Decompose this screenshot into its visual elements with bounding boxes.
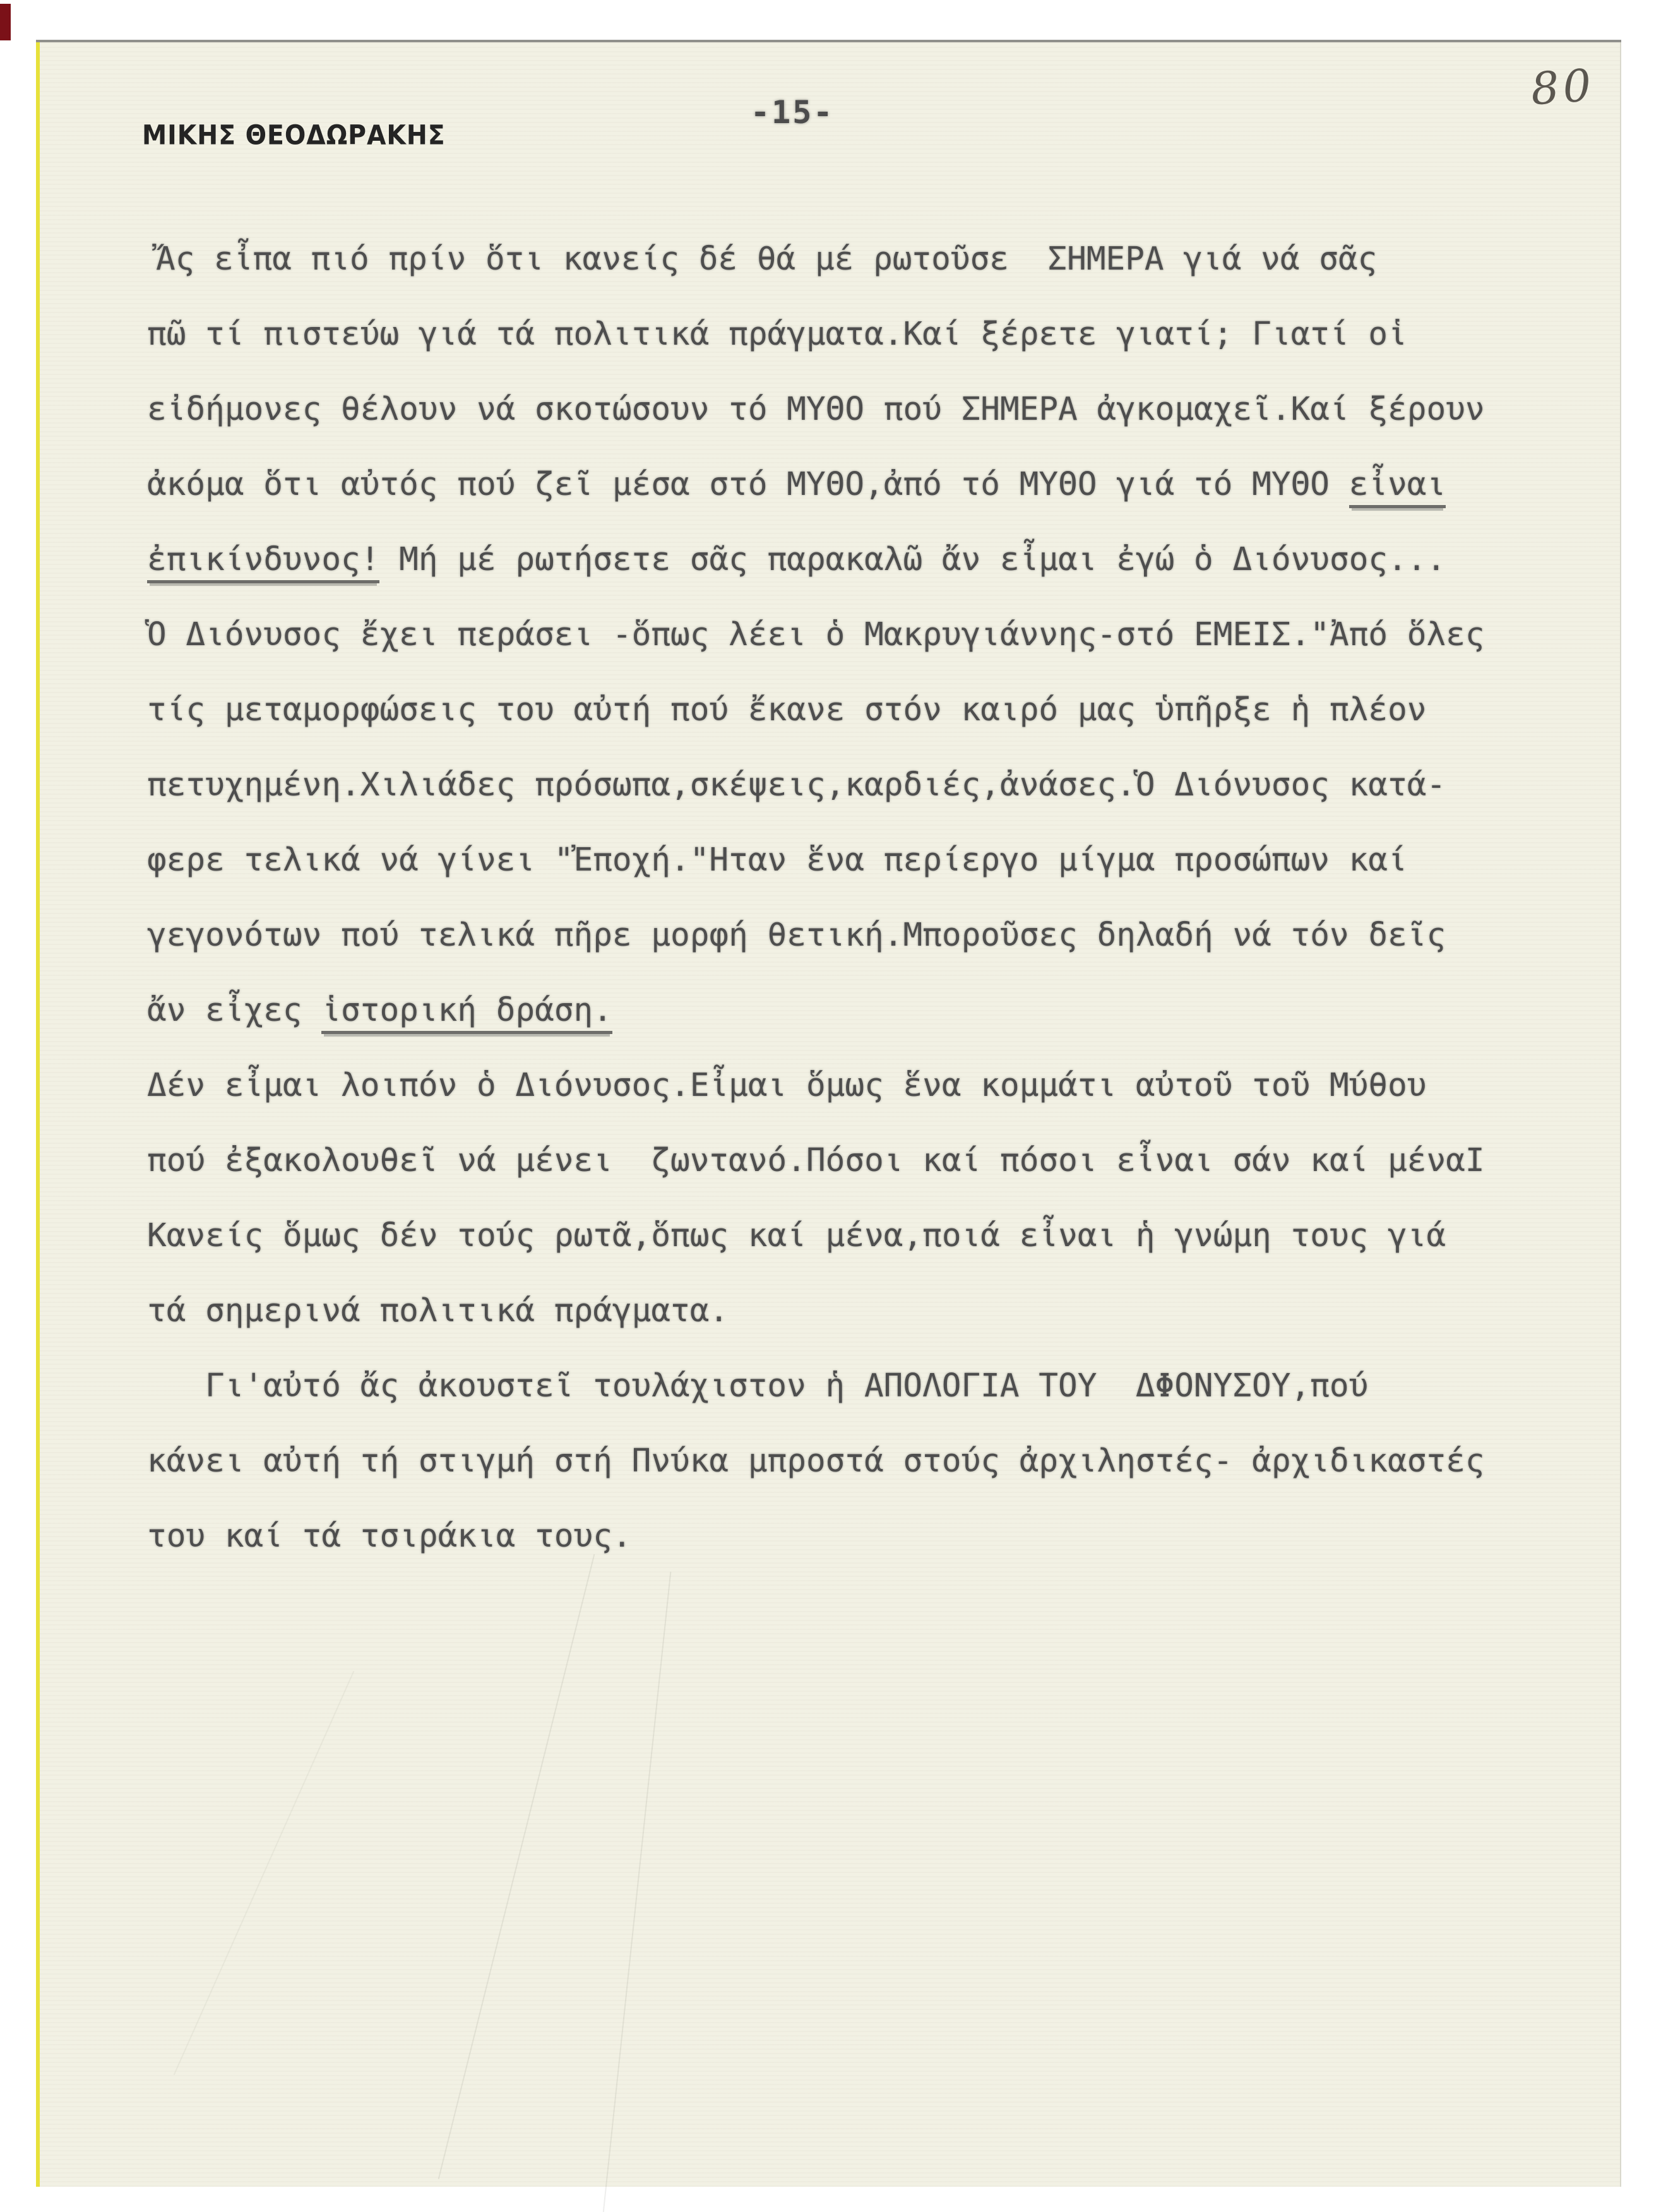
text-line — [147, 1292, 1574, 1367]
text-line — [147, 1142, 1574, 1217]
paper-crease — [174, 1671, 355, 2075]
text-line — [147, 616, 1574, 691]
paper-crease — [438, 1554, 595, 2179]
paper-crease — [602, 1572, 672, 2212]
text-line — [147, 1067, 1574, 1142]
text-segment: κάνει αὐτή τή στιγμή στή Πνύκα μπροστά στούς ἀρχιληστές- ἀρχιδικαστές — [147, 1442, 1485, 1480]
text-segment: Γι'αὐτό ἄς ἀκουστεῖ τουλάχιστον ἡ ΑΠΟΛΟΓΙΑ ΤΟΥ ΔΦΟΝΥΣΟΥ,πού — [205, 1367, 1369, 1405]
text-line — [147, 241, 1574, 316]
text-segment: Δέν εἶμαι λοιπόν ὁ Διόνυσος.Εἶμαι ὅμως ἕνα κομμάτι αὐτοῦ τοῦ Μύθου — [147, 1067, 1427, 1104]
typed-page-number: -15- — [751, 94, 835, 131]
text-line — [147, 316, 1574, 391]
text-segment: φερε τελικά νά γίνει "Ἐποχή."Ηταν ἕνα περίεργο μίγμα προσώπων καί — [147, 841, 1407, 879]
underlined-text-segment: ἱστορική δράση. — [321, 992, 612, 1034]
text-segment: πού ἐξακολουθεῖ νά μένει ζωντανό.Πόσοι καί πόσοι εἶναι σάν καί μέναΙ — [147, 1142, 1485, 1179]
text-segment: Ἄς εἶπα πιό πρίν ὅτι κανείς δέ θά μέ ρωτοῦσε ΣΗΜΕΡΑ γιά νά σᾶς — [156, 241, 1378, 278]
text-segment: γεγονότων πού τελικά πῆρε μορφή θετική.Μποροῦσες δηλαδή νά τόν δεῖς — [147, 917, 1446, 954]
text-segment: Ὁ Διόνυσος ἔχει περάσει -ὅπως λέει ὁ Μακρυγιάννης-στό ΕΜΕΙΣ."Ἀπό ὅλες — [147, 616, 1485, 653]
text-line — [147, 1367, 1574, 1442]
text-line — [147, 466, 1574, 541]
text-segment: ἄν εἶχες — [147, 992, 322, 1029]
text-line — [147, 1518, 1574, 1593]
letterhead: ΜΙΚΗΣ ΘΕΟΔΩΡΑΚΗΣ — [142, 119, 446, 151]
text-segment: του καί τά τσιράκια τους. — [147, 1518, 632, 1555]
text-segment: πετυχημένη.Χιλιάδες πρόσωπα,σκέψεις,καρδιές,ἀνάσες.Ὁ Διόνυσος κατά- — [147, 766, 1446, 804]
text-segment: Μή μέ ρωτήσετε σᾶς παρακαλῶ ἄν εἶμαι ἐγώ ὁ Διόνυσος... — [379, 541, 1446, 578]
text-segment: εἰδήμονες θέλουν νά σκοτώσουν τό ΜΥΘΟ πού ΣΗΜΕΡΑ ἀγκομαχεῖ.Καί ξέρουν — [147, 391, 1485, 428]
text-line — [147, 1217, 1574, 1292]
text-segment: τίς μεταμορφώσεις του αὐτή πού ἔκανε στόν καιρό μας ὑπῆρξε ἡ πλέον — [147, 691, 1427, 728]
underlined-text-segment: εἶναι — [1349, 466, 1446, 508]
text-segment: τά σημερινά πολιτικά πράγματα. — [147, 1292, 729, 1329]
text-segment: πῶ τί πιστεύω γιά τά πολιτικά πράγματα.Καί ξέρετε γιατί; Γιατί οἱ — [147, 316, 1407, 353]
document-page — [36, 40, 1621, 2187]
text-line — [147, 541, 1574, 616]
text-line — [147, 1442, 1574, 1518]
text-line — [147, 917, 1574, 992]
handwritten-page-number: 80 — [1529, 59, 1597, 116]
text-segment: Κανείς ὅμως δέν τούς ρωτᾶ,ὅπως καί μένα,ποιά εἶναι ἡ γνώμη τους γιά — [147, 1217, 1446, 1254]
typewritten-text — [147, 241, 1574, 1593]
scan-corner-red-mark — [0, 4, 11, 40]
text-line — [147, 766, 1574, 841]
text-line — [147, 391, 1574, 466]
underlined-text-segment: ἐπικίνδυνος! — [147, 541, 379, 583]
text-line — [147, 691, 1574, 766]
text-segment: ἀκόμα ὅτι αὐτός πού ζεῖ μέσα στό ΜΥΘΟ,ἀπό τό ΜΥΘΟ γιά τό ΜΥΘΟ — [147, 466, 1349, 503]
text-line — [147, 841, 1574, 917]
text-line — [147, 992, 1574, 1067]
